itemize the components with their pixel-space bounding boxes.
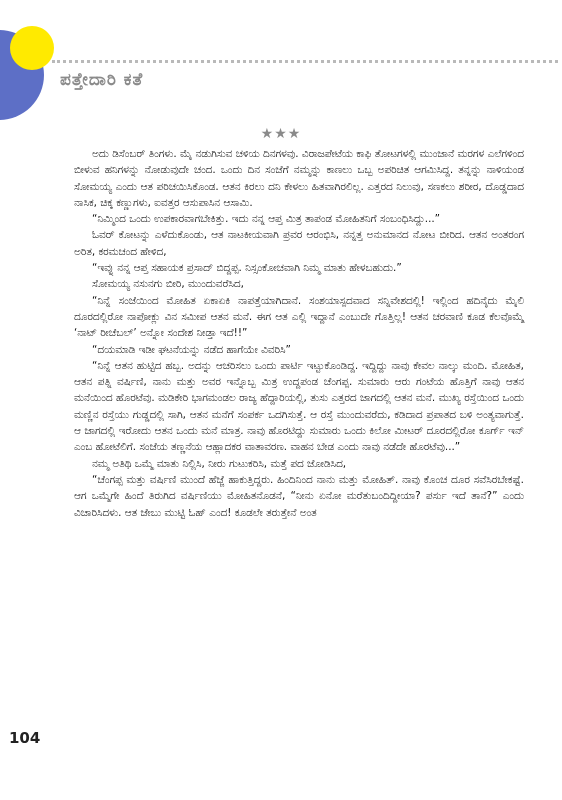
page-number: 104 xyxy=(9,729,41,747)
paragraph: “ನಿಮ್ಮಿಂದ ಒಂದು ಉಪಕಾರವಾಗಬೇಕಿತ್ತು. ಇದು ನನ್ನ ಆಪ್ತ ಮಿತ್ರ ತಾಪಂಡ ಮೋಹಿತನಿಗೆ ಸಂಬಂಧಿಸಿದ್ದು...” xyxy=(92,213,441,226)
paragraph: “ಇವ್ನು ನನ್ನ ಆಪ್ತ ಸಹಾಯಕ ಪ್ರಸಾದ್ ಬಿದ್ದಪ್ಪ. ನಿಸ್ಸಂಕೋಚವಾಗಿ ನಿಮ್ಮ ಮಾತು ಹೇಳಬಹುದು.” xyxy=(92,262,402,275)
header-dotted-line xyxy=(52,60,558,63)
section-separator-stars: ★★★ xyxy=(260,126,302,142)
paragraph: “ನಿನ್ನೆ ಸಂಜೆಯಿಂದ ಮೋಹಿತ ಏಕಾಏಕಿ ನಾಪತ್ತೆಯಾಗಿದಾನೆ. ಸಂಶಯಾಸ್ಪದವಾದ ಸನ್ನಿವೇಶದಲ್ಲಿ! ಇಲ್ಲಿಂದ ಹದಿನೈದು ಮೈಲಿ ದೂರದಲ್ಲಿರೋ ನಾಪೋಕ್ಲು ವಿನ ಸಮೀಪ ಆತನ ಮನೆ. ಈಗ ಆತ ಎಲ್ಲಿ ಇದ್ದಾನೆ ಎಂಬುದೇ ಗೊತ್ತಿಲ್ಲ! ಆತನ ಚರವಾಣಿ ಕೂಡ ಕೆಲವೊಮ್ಮೆ ‘ನಾಟ್ ರೀಚೆಬಲ್’ ಅನ್ನೋ ಸಂದೇಶ ನೀಡ್ತಾ ಇದೆ!!” xyxy=(74,294,524,340)
paragraph: “ಚೆಂಗಪ್ಪ ಮತ್ತು ವರ್ಷಿಣಿ ಮುಂದೆ ಹೆಜ್ಜೆ ಹಾಕುತ್ತಿದ್ದರು. ಹಿಂದಿನಿಂದ ನಾನು ಮತ್ತು ಮೋಹಿತ್. ನಾವು ಕೊಂಚ ದೂರ ಸವೆಸಿರಬೇಕಷ್ಟೆ. ಆಗ ಒಮ್ಮೆಗೇ ಹಿಂದೆ ತಿರುಗಿದ ವರ್ಷಿಣಿಯು ಮೋಹಿತನೊಡನೆ, “ನೀನು ಏನೋ ಮರೆತುಬಂದಿದ್ದೀಯಾ? ಪರ್ಸು ಇದೆ ತಾನೆ?” ಎಂದು ವಿಚಾರಿಸಿದಳು. ಆತ ಜೇಬು ಮುಟ್ಟಿ ಓಹ್ ಎಂದ! ಕೂಡಲೇ ತರುತ್ತೇನೆ ಅಂತ xyxy=(74,473,524,519)
paragraph: ಸೋಮಯ್ಯ ನಸುನಗು ಬೀರಿ, ಮುಂದುವರೆಸಿದ, xyxy=(92,278,244,291)
paragraph: “ದಯಮಾಡಿ ಇಡೀ ಘಟನೆಯನ್ನು ನಡೆದ ಹಾಗೆಯೇ ವಿವರಿಸಿ” xyxy=(92,343,291,356)
paragraph: ಓವರ್ ಕೋಟನ್ನು ಎಳೆದುಕೊಂಡು, ಆತ ನಾಟಕೀಯವಾಗಿ ಪ್ರವರ ಆರಂಭಿಸಿ, ನನ್ನತ್ತ ಅನುಮಾನದ ನೋಟ ಬೀರಿದ. ಆತನ ಅಂತರಂಗ ಅರಿತ, ಕರಮಚಂದ ಹೇಳಿದ, xyxy=(74,229,524,258)
paragraph: ಅದು ಡಿಸೆಂಬರ್ ತಿಂಗಳು. ಮೈ ನಡುಗಿಸುವ ಚಳಿಯ ದಿನಗಳವು. ವಿರಾಜಪೇಟೆಯ ಕಾಫಿ ತೋಟಗಳಲ್ಲಿ ಮುಂಜಾನೆ ಮರಗಳ ಎಲೆಗಳಿಂದ ಬೀಳುವ ಹನಿಗಳನ್ನು ನೋಡುವುದೇ ಚಂದ. ಒಂದು ದಿನ ಸಂಜೆಗೆ ನಮ್ಮನ್ನು ಕಾಣಲು ಒಬ್ಬ ಅಪರಿಚಿತ ಆಗಮಿಸಿದ್ದ. ತನ್ನನ್ನು ನಾಳಿಯಂಡ ಸೋಮಯ್ಯ ಎಂದು ಆತ ಪರಿಚಯಿಸಿಕೊಂಡ. ಆತನ ಕಿರಲು ದನಿ ಕೇಳಲು ಹಿತವಾಗಿರಲಿಲ್ಲ. ಎತ್ತರದ ನಿಲುವು, ಸಣಕಲು ಶರೀರ, ದೊಡ್ಡದಾದ ನಾಸಿಕ, ಚಿಕ್ಕ ಕಣ್ಣುಗಳು, ಐವತ್ತರ ಆಸುಪಾಸಿನ ಆಸಾಮಿ. xyxy=(74,148,524,209)
paragraph: “ನಿನ್ನೆ ಆತನ ಹುಟ್ಟಿದ ಹಬ್ಬ. ಅದನ್ನು ಆಚರಿಸಲು ಒಂದು ಪಾರ್ಟಿ ಇಟ್ಟುಕೊಂಡಿದ್ದ. ಇದ್ದಿದ್ದು ನಾವು ಕೇವಲ ನಾಲ್ಕು ಮಂದಿ. ಮೋಹಿತ, ಆತನ ಪತ್ನಿ ವರ್ಷಿಣಿ, ನಾನು ಮತ್ತು ಅವರ ಇನ್ನೊಬ್ಬ ಮಿತ್ರ ಉದ್ದಪಂಡ ಚೆಂಗಪ್ಪ. ಸುಮಾರು ಆರು ಗಂಟೆಯ ಹೊತ್ತಿಗೆ ನಾವು ಆತನ ಮನೆಯಿಂದ ಹೊರಟೆವು. ಮಡಿಕೇರಿ ಭಾಗಮಂಡಲ ರಾಜ್ಯ ಹೆದ್ದಾರಿಯಲ್ಲಿ, ತುಸು ಎತ್ತರದ ಜಾಗದಲ್ಲಿ ಆತನ ಮನೆ. ಮುಖ್ಯ ರಸ್ತೆಯಿಂದ ಒಂದು ಮಣ್ಣಿನ ರಸ್ತೆಯು ಗುಡ್ಡದಲ್ಲಿ ಸಾಗಿ, ಆತನ ಮನೆಗೆ ಸಂಪರ್ಕ ಒದಗಿಸುತ್ತೆ. ಆ ರಸ್ತೆ ಮುಂದುವರೆದು, ಕಡಿದಾದ ಪ್ರಪಾತದ ಬಳಿ ಅಂತ್ಯವಾಗುತ್ತೆ. ಆ ಜಾಗದಲ್ಲಿ ಇರೋದು ಆತನ ಒಂದು ಮನೆ ಮಾತ್ರ. ನಾವು ಹೊರಟಿದ್ದು ಸುಮಾರು ಒಂದು ಕಿಲೋ ಮೀಟರ್ ದೂರದಲ್ಲಿರೋ ಕೂರ್ಗ್ ಇನ್ ಎಂಬ ಹೋಟೆಲಿಗೆ. ಸಂಜೆಯ ತಣ್ಣನೆಯ ಆಹ್ಲಾದಕರ ವಾತಾವರಣ. ವಾಹನ ಬೇಡ ಎಂದು ನಾವು ನಡೆದೇ ಹೊರಟೆವು...” xyxy=(74,359,524,454)
article-body xyxy=(74,146,524,521)
decorative-yellow-circle xyxy=(10,26,54,70)
paragraph: ನಮ್ಮ ಅತಿಥಿ ಒಮ್ಮೆ ಮಾತು ನಿಲ್ಲಿಸಿ, ನೀರು ಗುಟುಕರಿಸಿ, ಮತ್ತೆ ಪದ ಜೋಡಿಸಿದ, xyxy=(92,457,347,470)
section-title: ಪತ್ತೇದಾರಿ ಕತೆ xyxy=(60,70,144,90)
